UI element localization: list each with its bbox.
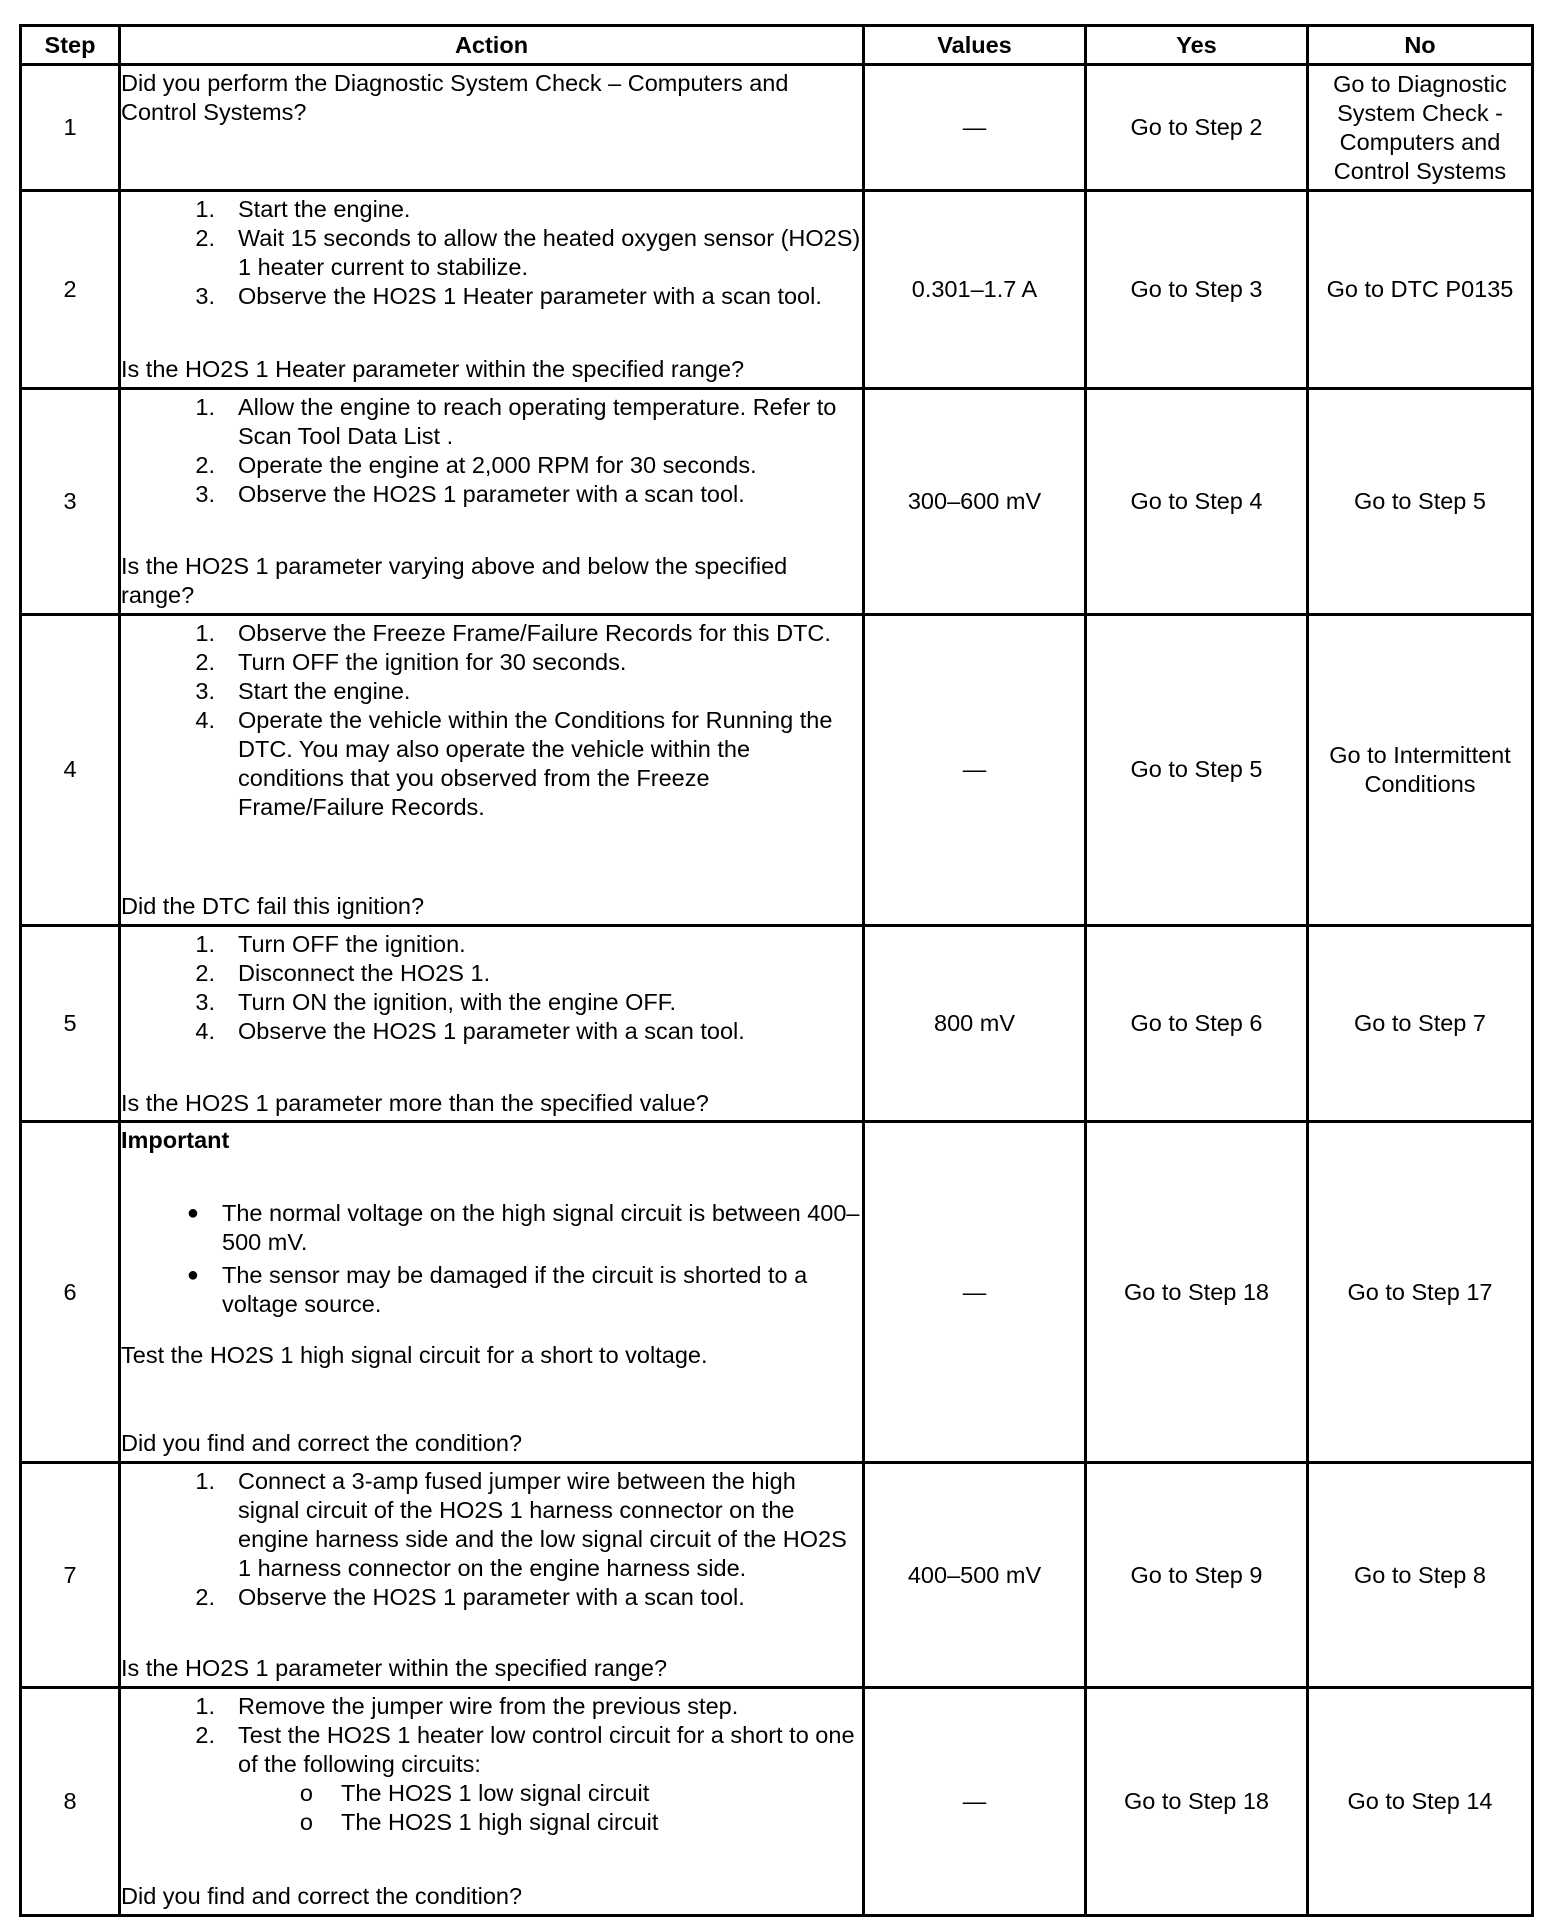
important-label: Important	[121, 1127, 230, 1154]
list-item	[121, 480, 862, 509]
list-item-text: Test the HO2S 1 heater low control circuit for a short to one of the following circuits:	[238, 1722, 855, 1778]
list-number: 3 .	[121, 677, 221, 706]
list-item-text: Observe the HO2S 1 parameter with a scan tool.	[238, 480, 745, 507]
list-item	[121, 1721, 862, 1779]
list-item	[121, 648, 862, 677]
step-number: 7	[21, 1463, 120, 1688]
yes-cell: Go to Step 18	[1086, 1688, 1308, 1916]
list-number: 1 .	[121, 1692, 221, 1721]
action-text: Did you perform the Diagnostic System Check – Computers and Control Systems?	[121, 69, 789, 125]
table-row	[21, 614, 1533, 925]
value-cell: —	[864, 614, 1086, 925]
list-item	[121, 1692, 862, 1721]
yes-cell: Go to Step 3	[1086, 191, 1308, 389]
value-cell: —	[864, 65, 1086, 191]
value-cell: 0.301–1.7 A	[864, 191, 1086, 389]
value-cell: —	[864, 1688, 1086, 1916]
bullet-item-text: The normal voltage on the high signal circuit is between 400–500 mV.	[222, 1200, 860, 1256]
step-number: 3	[21, 389, 120, 615]
action-cell	[120, 614, 864, 925]
list-item-text: Turn OFF the ignition for 30 seconds.	[238, 648, 627, 675]
list-item	[121, 1017, 862, 1046]
action-body	[121, 69, 862, 187]
action-cell	[120, 1463, 864, 1688]
table-row	[21, 65, 1533, 191]
list-number: 2 .	[121, 959, 221, 988]
list-item	[121, 930, 862, 959]
step-number: 1	[21, 65, 120, 191]
list-number: 1 .	[121, 195, 221, 224]
list-item	[121, 282, 862, 311]
list-item	[121, 706, 862, 822]
action-content	[121, 619, 862, 921]
table-row	[21, 1122, 1533, 1463]
list-item	[121, 195, 862, 224]
action-question: Did the DTC fail this ignition?	[121, 892, 425, 919]
yes-cell: Go to Step 9	[1086, 1463, 1308, 1688]
sub-list-item-text: The HO2S 1 high signal circuit	[341, 1809, 659, 1836]
action-content	[121, 195, 862, 384]
action-cell	[120, 65, 864, 191]
step-number: 5	[21, 925, 120, 1122]
action-content	[121, 1692, 862, 1911]
list-item-text: Disconnect the HO2S 1.	[238, 959, 491, 986]
list-item-text: Operate the engine at 2,000 RPM for 30 seconds.	[238, 451, 757, 478]
list-item	[121, 224, 862, 282]
circle-bullet-icon: o	[299, 1809, 313, 1836]
no-cell: Go to Step 14	[1308, 1688, 1533, 1916]
list-item-text: Connect a 3-amp fused jumper wire between the high signal circuit of the HO2S 1 harness connector on the engine harness side and the low signal circuit of the HO2S 1 harness connector on the engine harness side.	[238, 1468, 847, 1582]
table-row	[21, 1688, 1533, 1916]
action-question: Is the HO2S 1 parameter more than the specified value?	[121, 1089, 709, 1116]
header-step: Step	[21, 26, 120, 65]
sub-list-item	[121, 1808, 862, 1837]
no-cell: Go to Step 5	[1308, 389, 1533, 615]
yes-cell: Go to Step 2	[1086, 65, 1308, 191]
action-content	[121, 69, 862, 187]
list-item-text: Observe the HO2S 1 parameter with a scan tool.	[238, 1017, 745, 1044]
action-body	[121, 930, 862, 1089]
header-action: Action	[120, 26, 864, 65]
action-content	[121, 393, 862, 610]
action-cell	[120, 1688, 864, 1916]
list-number: 1 .	[121, 1467, 221, 1583]
table-row	[21, 1463, 1533, 1688]
header-yes: Yes	[1086, 26, 1308, 65]
step-number: 8	[21, 1688, 120, 1916]
value-cell: 400–500 mV	[864, 1463, 1086, 1688]
list-item-text: Remove the jumper wire from the previous step.	[238, 1693, 739, 1720]
action-content	[121, 1467, 862, 1683]
action-body	[121, 1126, 862, 1429]
action-body	[121, 1467, 862, 1654]
bullet-icon: ●	[186, 1264, 199, 1287]
action-body	[121, 619, 862, 892]
list-number: 2 .	[121, 451, 221, 480]
action-question: Is the HO2S 1 parameter varying above and below the specified range?	[121, 552, 788, 608]
bullet-item-text: The sensor may be damaged if the circuit is shorted to a voltage source.	[222, 1262, 808, 1318]
table-row	[21, 389, 1533, 615]
circle-bullet-icon: o	[299, 1780, 313, 1807]
table-row	[21, 925, 1533, 1122]
yes-cell: Go to Step 18	[1086, 1122, 1308, 1463]
header-values: Values	[864, 26, 1086, 65]
action-cell	[120, 389, 864, 615]
list-item-text: Observe the Freeze Frame/Failure Records for this DTC.	[238, 619, 831, 646]
table-row	[21, 191, 1533, 389]
list-item-text: Wait 15 seconds to allow the heated oxygen sensor (HO2S) 1 heater current to stabilize.	[238, 225, 861, 281]
bullet-icon: ●	[186, 1202, 199, 1225]
yes-cell: Go to Step 6	[1086, 925, 1308, 1122]
list-number: 3 .	[121, 282, 221, 311]
sub-list-item	[121, 1779, 862, 1808]
action-question: Did you find and correct the condition?	[121, 1430, 523, 1457]
list-number: 3 .	[121, 988, 221, 1017]
action-cell	[120, 191, 864, 389]
list-item	[121, 451, 862, 480]
no-cell: Go to Step 8	[1308, 1463, 1533, 1688]
list-item-text: Allow the engine to reach operating temperature. Refer to Scan Tool Data List .	[238, 393, 837, 449]
list-item	[121, 988, 862, 1017]
list-number: 3 .	[121, 480, 221, 509]
action-content	[121, 930, 862, 1118]
value-cell: —	[864, 1122, 1086, 1463]
step-number: 2	[21, 191, 120, 389]
action-text: Test the HO2S 1 high signal circuit for a short to voltage.	[121, 1342, 708, 1369]
list-number: 1 .	[121, 619, 221, 648]
list-number: 2 .	[121, 1721, 221, 1779]
list-item	[121, 1583, 862, 1612]
action-question: Is the HO2S 1 Heater parameter within the specified range?	[121, 356, 745, 383]
list-number: 1 .	[121, 393, 221, 451]
yes-cell: Go to Step 4	[1086, 389, 1308, 615]
action-cell	[120, 925, 864, 1122]
list-number: 2 .	[121, 648, 221, 677]
list-number: 4 .	[121, 1017, 221, 1046]
list-item-text: Observe the HO2S 1 Heater parameter with a scan tool.	[238, 283, 822, 310]
action-cell	[120, 1122, 864, 1463]
no-cell: Go to Diagnostic System Check - Computers and Control Systems	[1308, 65, 1533, 191]
no-cell: Go to Step 17	[1308, 1122, 1533, 1463]
action-body	[121, 393, 862, 552]
header-no: No	[1308, 26, 1533, 65]
list-item-text: Operate the vehicle within the Conditions for Running the DTC. You may also operate the vehicle within the conditions that you observed from the Freeze Frame/Failure Records.	[238, 706, 833, 820]
list-number: 1 .	[121, 930, 221, 959]
yes-cell: Go to Step 5	[1086, 614, 1308, 925]
value-cell: 800 mV	[864, 925, 1086, 1122]
list-number: 4 .	[121, 706, 221, 822]
no-cell: Go to Step 7	[1308, 925, 1533, 1122]
action-question: Did you find and correct the condition?	[121, 1883, 523, 1910]
action-body	[121, 195, 862, 355]
list-item	[121, 1467, 862, 1583]
step-number: 4	[21, 614, 120, 925]
action-body	[121, 1692, 862, 1882]
diagnostic-table	[19, 24, 1534, 1917]
value-cell: 300–600 mV	[864, 389, 1086, 615]
action-question: Is the HO2S 1 parameter within the specified range?	[121, 1655, 668, 1682]
no-cell: Go to Intermittent Conditions	[1308, 614, 1533, 925]
sub-list-item-text: The HO2S 1 low signal circuit	[341, 1780, 650, 1807]
action-content	[121, 1126, 862, 1458]
header-row	[21, 26, 1533, 65]
list-item-text: Start the engine.	[238, 677, 411, 704]
bullet-item	[121, 1199, 862, 1257]
bullet-item	[121, 1261, 862, 1319]
list-item-text: Observe the HO2S 1 parameter with a scan tool.	[238, 1584, 745, 1611]
list-item-text: Turn ON the ignition, with the engine OFF.	[238, 988, 677, 1015]
list-item-text: Start the engine.	[238, 196, 411, 223]
list-item	[121, 619, 862, 648]
step-number: 6	[21, 1122, 120, 1463]
list-number: 2 .	[121, 1583, 221, 1612]
list-item	[121, 959, 862, 988]
list-item-text: Turn OFF the ignition.	[238, 930, 466, 957]
list-item	[121, 677, 862, 706]
no-cell: Go to DTC P0135	[1308, 191, 1533, 389]
list-number: 2 .	[121, 224, 221, 282]
list-item	[121, 393, 862, 451]
